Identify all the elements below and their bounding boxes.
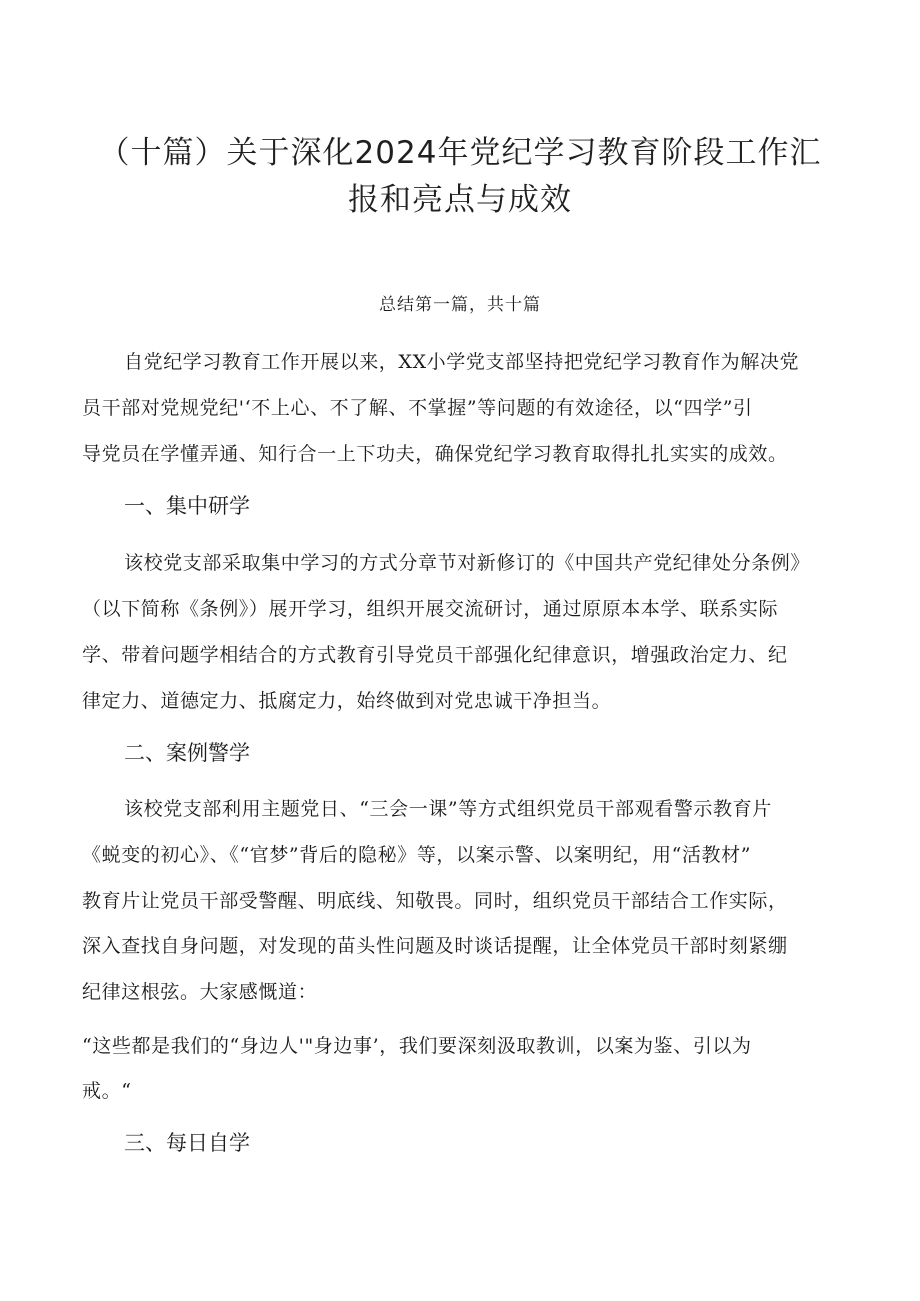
document-title-line-2: 报和亮点与成效 bbox=[348, 182, 572, 218]
section-2-line-2: 《蜕变的初心》、《“官梦”背后的隐秘》等，以案示警、以案明纪，用“活教材” bbox=[82, 844, 752, 866]
section-1-line-3: 学、带着问题学相结合的方式教育引导党员干部强化纪律意识，增强政治定力、纪 bbox=[82, 644, 788, 666]
section-2-line-5: 纪律这根弦。大家感慨道： bbox=[82, 981, 318, 1003]
document-title-line-1: （十篇）关于深化2024年党纪学习教育阶段工作汇 bbox=[98, 135, 822, 171]
section-1-line-4: 律定力、道德定力、抵腐定力，始终做到对党忠诚干净担当。 bbox=[82, 690, 612, 712]
section-1-line-1: 该校党支部采取集中学习的方式分章节对新修订的《中国共产党纪律处分条例》 bbox=[124, 552, 811, 574]
section-2-line-3: 教育片让党员干部受警醒、明底线、知敬畏。同时，组织党员干部结合工作实际， bbox=[82, 890, 788, 912]
intro-line-3: 导党员在学懂弄通、知行合一上下功夫，确保党纪学习教育取得扎扎实实的成效。 bbox=[82, 443, 788, 465]
section-2-line-1: 该校党支部利用主题党日、“三会一课”等方式组织党员干部观看警示教育片 bbox=[124, 798, 772, 820]
document-subtitle: 总结第一篇，共十篇 bbox=[379, 295, 541, 315]
section-2-quote-line-2: 戒。“ bbox=[82, 1080, 132, 1102]
section-1-heading: 一、集中研学 bbox=[124, 494, 250, 518]
section-2-heading: 二、案例警学 bbox=[124, 741, 250, 765]
section-2-quote-line-1: “这些都是我们的“身边人'"身边事’，我们要深刻汲取教训，以案为鉴、引以为 bbox=[82, 1035, 752, 1057]
section-2-line-4: 深入查找自身问题，对发现的苗头性问题及时谈话提醒，让全体党员干部时刻紧绷 bbox=[82, 935, 788, 957]
section-1-line-2: （以下简称《条例》）展开学习，组织开展交流研讨，通过原原本本学、联系实际 bbox=[82, 598, 779, 620]
intro-line-1: 自党纪学习教育工作开展以来，XX小学党支部坚持把党纪学习教育作为解决党 bbox=[124, 351, 800, 373]
intro-line-2: 员干部对党规党纪'‘不上心、不了解、不掌握”等问题的有效途径，以“四学”引 bbox=[82, 397, 753, 419]
section-3-heading: 三、每日自学 bbox=[124, 1131, 250, 1155]
